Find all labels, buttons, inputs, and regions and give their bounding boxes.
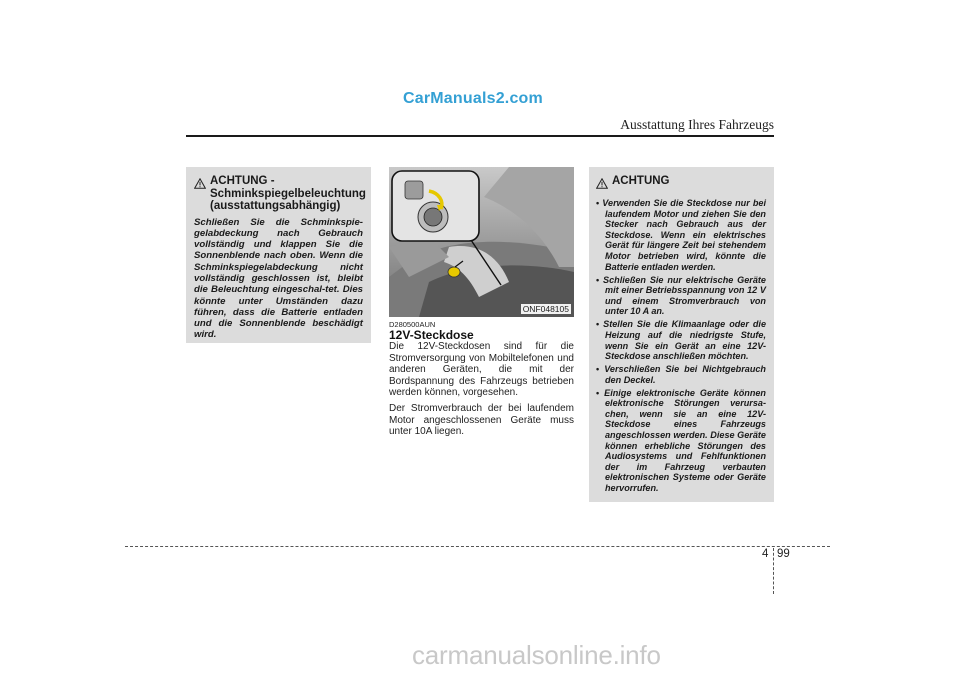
warning-box-vanity-mirror bbox=[186, 167, 371, 343]
warning-triangle-icon bbox=[194, 176, 210, 194]
warning-list bbox=[596, 198, 766, 494]
list-item: • Schließen Sie nur elektrische Geräte mit einer Betriebsspannung von 12 V und einem Stromverbrauch von unter 10 A an. bbox=[596, 274, 766, 317]
list-item: • Einige elektronische Geräte können elektronische Störungen verursa-chen, wenn sie an eine 12V-Steckdose eines Fahrzeugs angeschlossen werden. Diese Geräte können erhebliche Störungen des Audiosystems und Fehlfunktionen der im Fahrzeug verbauten elektronischen Systeme oder Geräte hervorrufen. bbox=[596, 387, 766, 493]
list-item: • Verwenden Sie die Steckdose nur bei laufendem Motor und ziehen Sie den Stecker nach Gebrauch aus der Steckdose. Wenn ein elektrisches Gerät für längere Zeit bei stehendem Motor betrieben wird, könnte die Batterie entladen werden. bbox=[596, 198, 766, 272]
warning-body: Schließen Sie die Schminkspie-gelabdeckung nach Gebrauch vollständig und klappen Sie die Sonnenblende nach oben. Wenn die Schminkspiegelabdeckung nicht vollständig geschlossen ist, bleibt die Beleuchtung eingeschal-tet. Dies könnte unter Umständen dazu führen, dass die Batterie entladen und die Sonnenblende beschädigt wird. bbox=[194, 216, 363, 341]
header-rule bbox=[186, 135, 774, 137]
power-outlet-figure bbox=[389, 167, 574, 317]
warning-header bbox=[194, 175, 366, 213]
page-number-value: 99 bbox=[777, 548, 790, 560]
footer-rule bbox=[125, 546, 830, 547]
warning-box-power-outlet bbox=[589, 167, 774, 502]
watermark-top: CarManuals2.com bbox=[403, 90, 543, 107]
chapter-number: 4 bbox=[762, 548, 769, 560]
body-paragraph: Der Stromverbrauch der bei laufendem Motor angeschlossenen Geräte muss unter 10A liegen. bbox=[389, 402, 574, 438]
list-item: • Stellen Sie die Klimaanlage oder die Heizung auf die niedrigste Stufe, wenn Sie ein Gerät an eine 12V-Steckdose anschließen möchten. bbox=[596, 319, 766, 362]
body-paragraph: Die 12V-Steckdosen sind für die Stromversorgung von Mobiltelefonen und anderen Geräten, die mit der Bordspannung des Fahrzeugs betrieben werden können, vorgesehen. bbox=[389, 341, 574, 399]
warning-triangle-icon bbox=[596, 176, 612, 194]
figure-code: ONF048105 bbox=[522, 304, 569, 314]
warning-title: ACHTUNG bbox=[612, 175, 670, 187]
watermark-bottom: carmanualsonline.info bbox=[412, 640, 661, 670]
list-item: • Verschließen Sie bei Nichtgebrauch den Deckel. bbox=[596, 364, 766, 385]
section-heading: 12V-Steckdose bbox=[389, 328, 474, 342]
power-outlet-illustration bbox=[389, 167, 574, 317]
warning-header bbox=[596, 175, 766, 194]
warning-title: ACHTUNG - Schminkspiegelbeleuchtung (ausstattungsabhängig) bbox=[210, 175, 366, 212]
page-number-separator bbox=[773, 548, 774, 594]
document-code: D280500AUN bbox=[389, 320, 436, 329]
section-title: Ausstattung Ihres Fahrzeugs bbox=[620, 117, 774, 132]
section-body bbox=[389, 341, 574, 442]
